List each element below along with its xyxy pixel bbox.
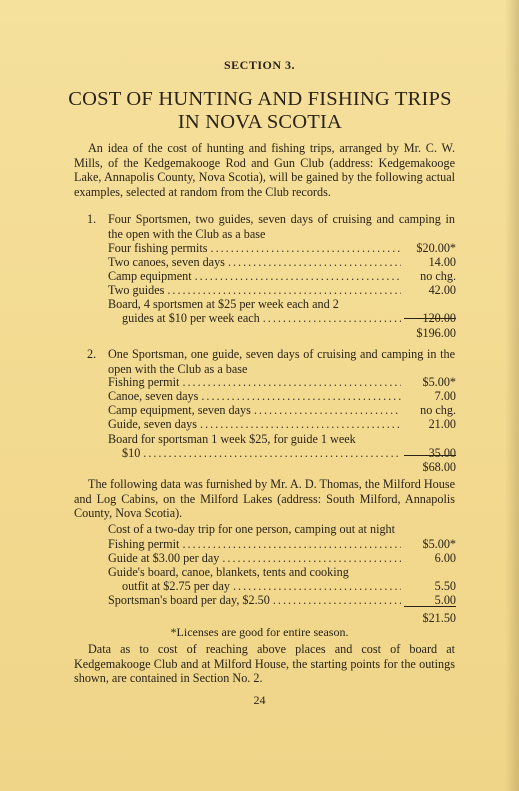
- cost-amount: 6.00: [434, 551, 456, 565]
- cost-row: [108, 403, 456, 418]
- cost-amount: $20.00*: [416, 241, 456, 255]
- cost-amount: no chg.: [420, 403, 456, 417]
- leader-dots: [254, 403, 401, 418]
- cost-label: Guide at $3.00 per day: [108, 551, 220, 565]
- board-line-1: Guide's board, canoe, blankets, tents and cooking: [108, 565, 349, 579]
- cost-amount: 42.00: [428, 283, 456, 297]
- example-2-heading-text: One Sportsman, one guide, seven days of cruising and camping in the open with the Club as a base: [108, 347, 455, 376]
- total-rule: [404, 455, 456, 456]
- title-line-1: COST OF HUNTING AND FISHING TRIPS: [68, 88, 452, 110]
- example-1-heading: [87, 212, 455, 241]
- board-line-1-text: Board, 4 sportsmen at $25 per week each and 2: [108, 297, 339, 311]
- cost-amount: 5.00: [434, 593, 456, 607]
- leader-dots: [222, 551, 401, 566]
- cost-row: [108, 551, 456, 566]
- cost-row: [108, 241, 456, 256]
- board-line-1: [108, 289, 456, 311]
- cost-amount: 120.00: [422, 311, 456, 325]
- leader-dots: [182, 375, 401, 390]
- cost-row: [108, 269, 456, 284]
- example-1-total: $196.00: [416, 326, 456, 340]
- example-3-heading: Cost of a two-day trip for one person, camping out at night: [108, 522, 396, 536]
- cost-label: outfit at $2.75 per day: [122, 579, 230, 593]
- cost-row: [122, 579, 456, 594]
- license-footnote: *Licenses are good for entire season.: [170, 625, 349, 639]
- example-2-heading: [87, 347, 455, 376]
- page-spine-shadow: [505, 0, 519, 791]
- cost-label: Sportsman's board per day, $2.50: [108, 593, 270, 607]
- closing-paragraph: Data as to cost of reaching above places and cost of board at Kedgemakooge Club and at Milford House, the starting points for the outings shown, are contained in Section No. 2.: [74, 642, 455, 686]
- leader-dots: [211, 241, 401, 256]
- leader-dots: [201, 389, 401, 404]
- leader-dots: [228, 255, 401, 270]
- cost-label: Two guides: [108, 283, 165, 297]
- cost-amount: 21.00: [428, 417, 456, 431]
- intro-paragraph: An idea of the cost of hunting and fishing trips, arranged by Mr. C. W. Mills, of the Kedgemakooge Rod and Gun Club (address: Kedgemakooge Lake, Annapolis County, Nova Scotia), will be gained by the following actual examples, selected at random from the Club records.: [74, 141, 455, 199]
- cost-label: $10: [122, 446, 141, 460]
- page-number: 24: [253, 693, 266, 707]
- cost-label: Camp equipment: [108, 269, 192, 283]
- leader-dots: [263, 311, 401, 326]
- cost-label: Two canoes, seven days: [108, 255, 225, 269]
- cost-amount: 35.00: [428, 446, 456, 460]
- thomas-paragraph: The following data was furnished by Mr. A. D. Thomas, the Milford House and Log Cabins, on the Milford Lakes (address: South Milford, Annapolis County, Nova Scotia).: [74, 477, 455, 521]
- cost-label: Four fishing permits: [108, 241, 208, 255]
- cost-label: Fishing permit: [108, 537, 180, 551]
- cost-amount: 5.50: [434, 579, 456, 593]
- total-rule: [404, 606, 456, 607]
- cost-label: Fishing permit: [108, 375, 180, 389]
- cost-row: [122, 446, 456, 461]
- section-label: SECTION 3.: [223, 58, 296, 72]
- page-title: [40, 88, 480, 134]
- cost-row: [108, 375, 456, 390]
- cost-amount: $5.00*: [422, 537, 456, 551]
- example-1-number: 1.: [87, 212, 97, 226]
- example-1-heading-text: Four Sportsmen, two guides, seven days of cruising and camping in the open with the Club as a base: [108, 212, 455, 241]
- example-2-total: $68.00: [422, 460, 456, 474]
- leader-dots: [182, 537, 401, 552]
- leader-dots: [273, 593, 401, 608]
- cost-row: [108, 537, 456, 552]
- leader-dots: [143, 446, 401, 461]
- cost-label: Guide, seven days: [108, 417, 198, 431]
- total-rule: [404, 318, 456, 319]
- cost-label: Canoe, seven days: [108, 389, 199, 403]
- board-line-1-text: Board for sportsman 1 week $25, for guide 1 week: [108, 432, 356, 446]
- leader-dots: [195, 269, 401, 284]
- title-line-2: IN NOVA SCOTIA: [177, 111, 343, 133]
- example-2-number: 2.: [87, 347, 97, 361]
- cost-label: guides at $10 per week each: [122, 311, 260, 325]
- cost-row: [108, 389, 456, 404]
- cost-amount: 14.00: [428, 255, 456, 269]
- leader-dots: [233, 579, 401, 594]
- cost-amount: 7.00: [434, 389, 456, 403]
- cost-amount: no chg.: [420, 269, 456, 283]
- cost-label: Camp equipment, seven days: [108, 403, 251, 417]
- cost-row: [108, 255, 456, 270]
- cost-amount: $5.00*: [422, 375, 456, 389]
- board-line-1: [108, 424, 456, 446]
- example-3-total: $21.50: [422, 611, 456, 625]
